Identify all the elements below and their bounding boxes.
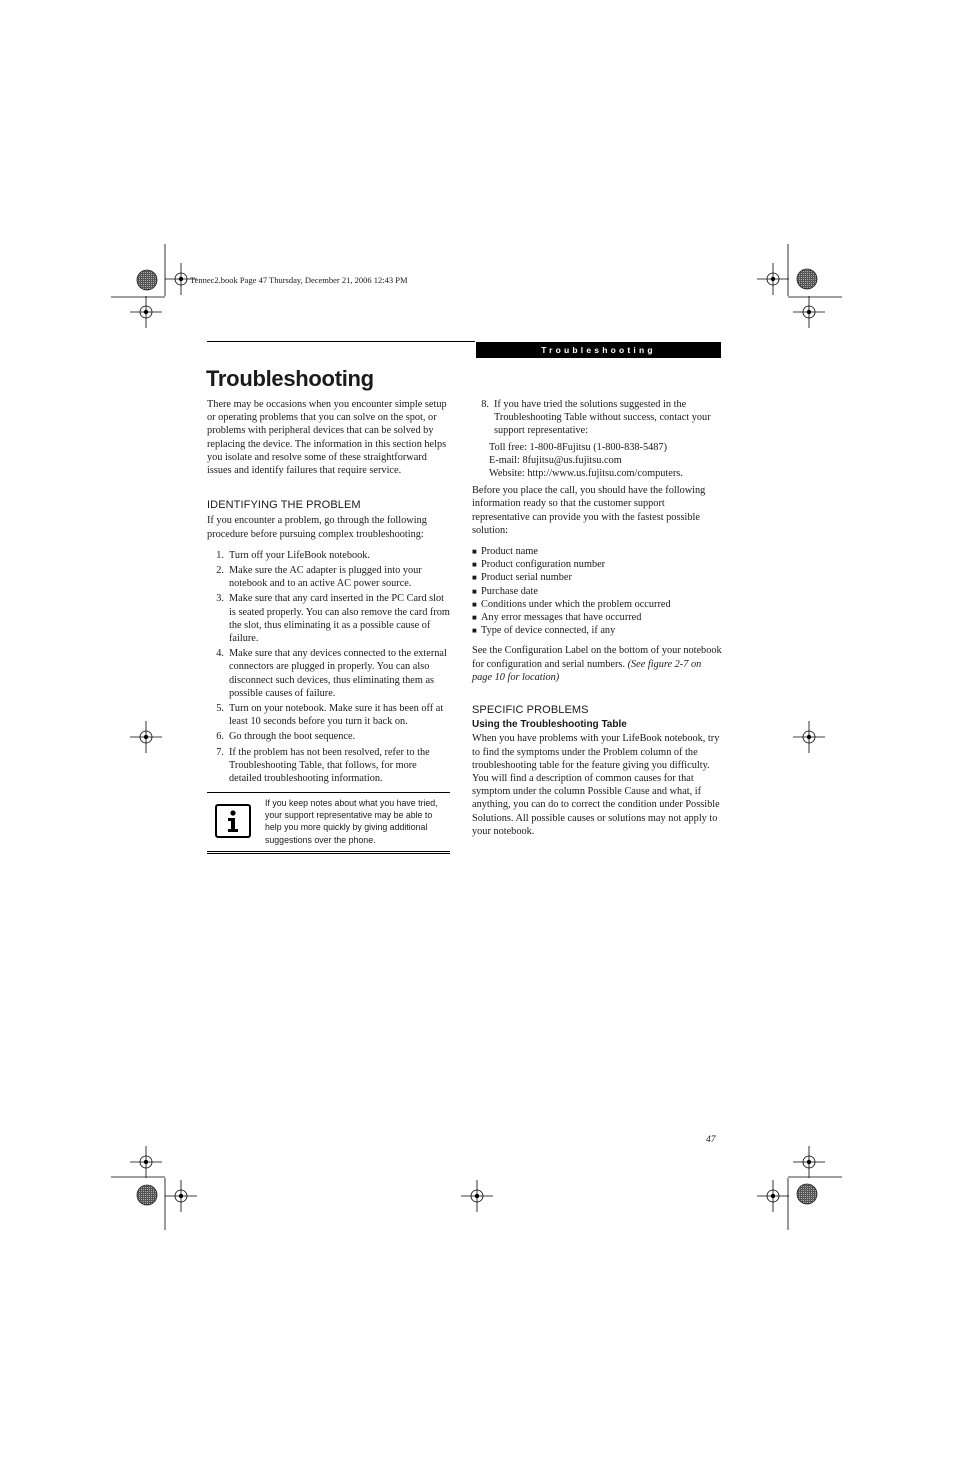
list-item: 2. Make sure the AC adapter is plugged into your notebook and to an active AC power source. [216,565,422,590]
list-item: 7. If the problem has not been resolved, refer to the Troubleshooting Table, that follows, for more detailed troubleshooting information. [216,746,430,785]
website: Website: http://www.us.fujitsu.com/computers. [489,468,683,480]
note-rule-top [207,792,450,793]
note-rule-bottom [207,851,450,854]
note-box [207,792,450,858]
before-call-paragraph: Before you place the call, you should have the following information ready so that the customer support representative can provide you with the fastest possible solution: [472,485,706,536]
list-item: ■ Product serial number [472,572,572,584]
info-icon [215,804,251,838]
figure-reference: (See figure 2-7 on page 10 for location) [472,658,702,683]
bullet-icon: ■ [472,599,477,609]
list-item: ■ Conditions under which the problem occurred [472,598,671,610]
list-item: 4. Make sure that any devices connected to the external connectors are plugged in properly. You can also disconnect such devices, thus eliminating them as possible causes of failure. [216,648,447,699]
bullet-icon: ■ [472,547,477,557]
list-item: 5. Turn on your notebook. Make sure it has been off at least 10 seconds before you turn it back on. [216,703,444,728]
specific-subheading: Using the Troubleshooting Table [472,719,627,731]
list-item: ■ Any error messages that have occurred [472,612,642,624]
bullet-icon: ■ [472,613,477,623]
list-item: ■ Purchase date [472,585,538,597]
specific-body: When you have problems with your LifeBook notebook, try to find the symptoms under the Problem column of the troubleshooting table for the feature giving you difficulty. You will find a description of common causes for that symptom under the column Possible Cause and what, if anything, you can do to correct the condition under Possible Solutions. All possible causes or solutions may not apply to your notebook. [472,733,720,837]
left-column [207,398,451,787]
page-number: 47 [706,1135,716,1145]
specific-heading: SPECIFIC PROBLEMS [472,704,589,717]
steps-list [207,549,451,785]
identifying-lead: If you encounter a problem, go through the following procedure before pursuing complex troubleshooting: [207,515,427,540]
identifying-heading: IDENTIFYING THE PROBLEM [207,499,361,512]
header-rule [207,341,475,342]
list-item: 6. Go through the boot sequence. [216,731,356,743]
bullet-icon: ■ [472,626,477,636]
email-address: E-mail: 8fujitsu@us.fujitsu.com [489,454,622,466]
toll-free: Toll free: 1-800-8Fujitsu (1-800-838-5487) [489,441,668,453]
intro-paragraph: There may be occasions when you encounter simple setup or operating problems that you can solve on the spot, or problems with peripheral devices that can be solved by replacing the device. The information in this section helps you isolate and resolve some of these straightforward issues and identify failures that require service. [207,399,447,477]
bullet-icon: ■ [472,586,477,596]
info-list [472,545,722,637]
bullet-icon: ■ [472,573,477,583]
list-item: ■ Product name [472,546,538,558]
support-contact [472,441,722,481]
list-item: 8. If you have tried the solutions suggested in the Troubleshooting Table without success, contact your support representative: [481,399,711,437]
right-column [472,398,722,838]
note-text: If you keep notes about what you have tried, your support representative may be able to help you more quickly by giving additional suggestions over the phone. [265,798,438,845]
list-item: ■ Type of device connected, if any [472,625,616,637]
list-item: ■ Product configuration number [472,559,606,571]
header-tab: Troubleshooting [476,342,721,358]
page-title: Troubleshooting [206,366,374,391]
steps-list-continued [472,398,722,438]
list-item: 3. Make sure that any card inserted in the PC Card slot is seated properly. You can also remove the card from the slot, thus eliminating it as a possible cause of failure. [216,593,450,645]
print-slug: Tennec2.book Page 47 Thursday, December 21, 2006 12:43 PM [190,275,408,285]
bullet-icon: ■ [472,560,477,570]
config-label-paragraph: See the Configuration Label on the bottom of your notebook for configuration and serial numbers. (See figure 2-7 on page 10 for location) [472,645,722,683]
list-item: 1. Turn off your LifeBook notebook. [216,549,371,561]
